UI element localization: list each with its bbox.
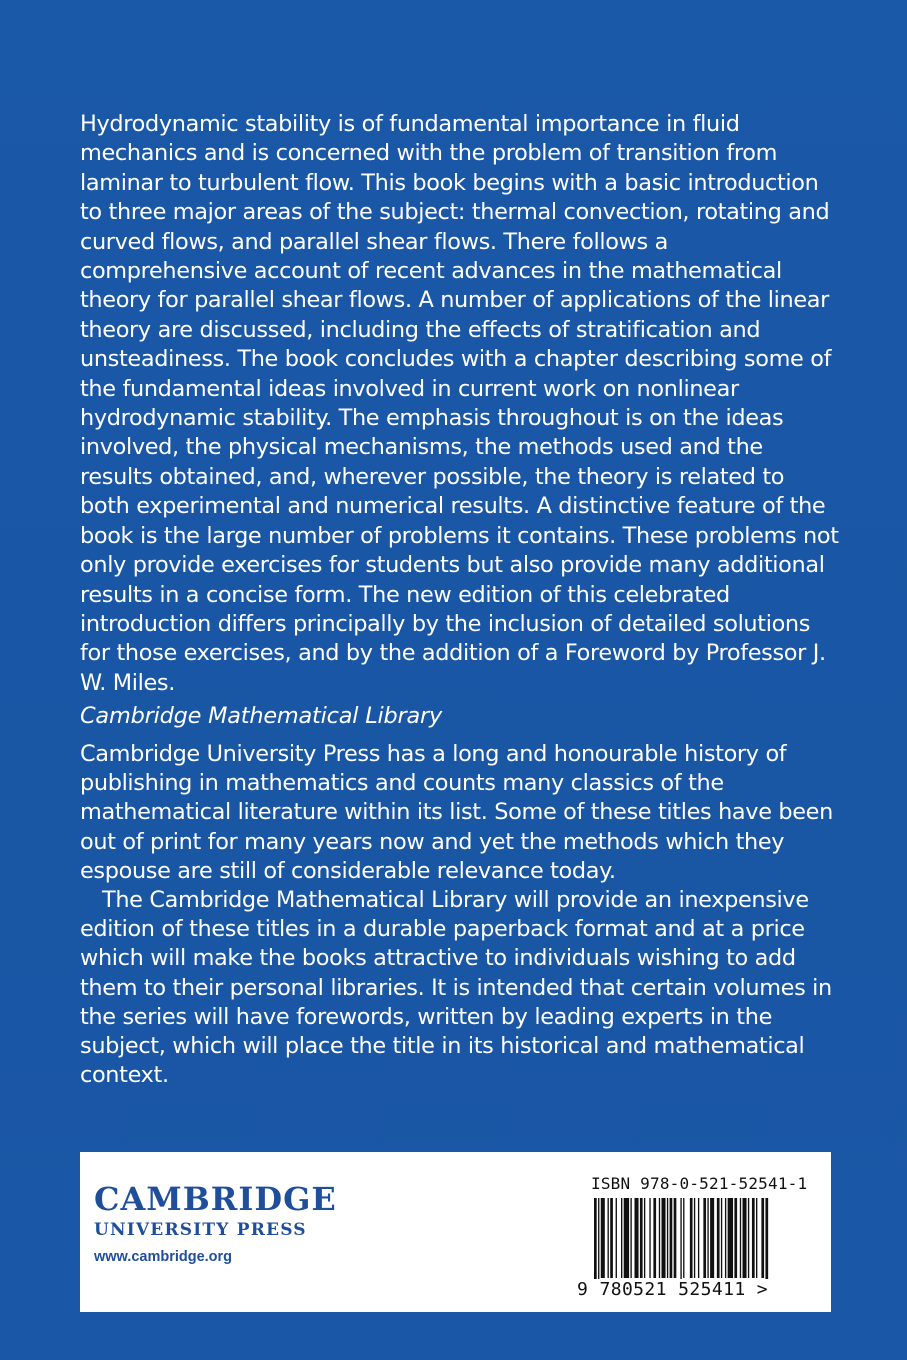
barcode-icon	[594, 1198, 806, 1286]
series-paragraph-1: Cambridge University Press has a long and honourable history of publishing in mathematics and counts many classics of the mathematical literature within its list. Some of these titles have been out of print for many years now and yet the methods which they espouse are still of considerable relevance today.	[80, 741, 833, 884]
series-paragraph-2: The Cambridge Mathematical Library will provide an inexpensive edition of these titles in a durable paperback format and at a price which will make the books attractive to individuals wishing to add them to their personal libraries. It is intended that certain volumes in the series will have forewords, written by leading experts in the subject, which will place the title in its historical and mathematical context.	[80, 887, 832, 1089]
barcode-digits: 9 780521 525411 >	[577, 1279, 769, 1300]
publisher-barcode-panel	[80, 1152, 831, 1312]
publisher-logo-subname: UNIVERSITY PRESS	[94, 1220, 307, 1240]
series-title: Cambridge Mathematical Library	[80, 703, 443, 729]
publisher-url: www.cambridge.org	[94, 1249, 233, 1265]
publisher-logo-name: CAMBRIDGE	[94, 1180, 337, 1218]
book-description: Hydrodynamic stability is of fundamental importance in fluid mechanics and is concerned with the problem of transition from laminar to turbulent flow. This book begins with a basic introduction to three major areas of the subject: thermal convection, rotating and curved flows, and parallel shear flows. There follows a comprehensive account of recent advances in the mathematical theory for parallel shear flows. A number of applications of the linear theory are discussed, including the effects of stratification and unsteadiness. The book concludes with a chapter describing some of the fundamental ideas involved in current work on nonlinear hydrodynamic stability. The emphasis throughout is on the ideas involved, the physical mechanisms, the methods used and the results obtained, and, wherever possible, the theory is related to both experimental and numerical results. A distinctive feature of the book is the large number of problems it contains. These problems not only provide exercises for students but also provide many additional results in a concise form. The new edition of this celebrated introduction differs principally by the inclusion of detailed solutions for those exercises, and by the addition of a Foreword by Professor J. W. Miles.	[80, 111, 839, 696]
isbn-label: ISBN 978-0-521-52541-1	[591, 1174, 808, 1193]
series-description	[80, 740, 840, 1090]
